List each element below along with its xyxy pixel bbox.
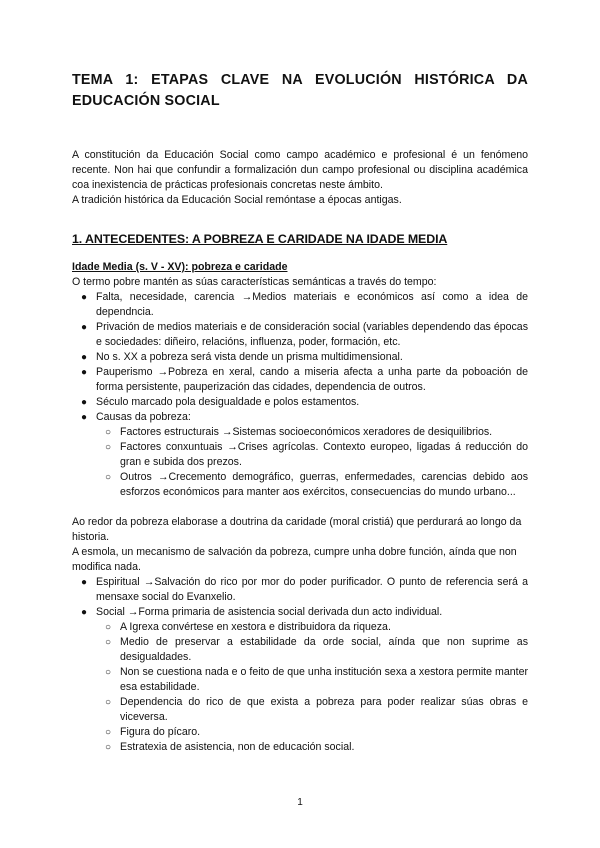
- list-item: ● Causas da pobreza: ○ Factores estructurais →Sistemas socioeconómicos xeradores de desiquilibrios. ○ Factores conxuntuais →Crises agrícolas. Contexto europeo, ligadas á reducción do gran e subida dos prezos. ○ Outros →Crecemento demográfico, guerras, enfermedades, carencias debido aos esforzos económicos para manter aos exércitos, consecuencias do mundo urbano...: [72, 410, 528, 500]
- list-item: ○ Non se cuestiona nada e o feito de que unha institución sexa a xestora permite manter esa estabilidade.: [105, 666, 528, 693]
- list-item: ○ Figura do pícaro.: [105, 726, 201, 738]
- circle-bullet-icon: ○: [105, 742, 112, 753]
- list-item: ○ Dependencia do rico de que exista a pobreza para poder realizar súas obras e viceversa.: [105, 696, 528, 723]
- list-item: ● Pauperismo →Pobreza en xeral, cando a miseria afecta a unha parte da poboación de forma persistente, pauperización das cidades, dependencia de outros.: [81, 366, 528, 393]
- circle-bullet-icon: ○: [105, 727, 112, 738]
- list-item: ○ Factores conxuntuais →Crises agrícolas. Contexto europeo, ligadas á reducción do gran e subida dos prezos.: [105, 441, 528, 468]
- bullet-icon: ●: [81, 352, 88, 363]
- subsection-heading: Idade Media (s. V - XV): pobreza e caridade: [72, 261, 288, 273]
- lead-paragraph: O termo pobre mantén as súas características semánticas a través do tempo:: [72, 276, 437, 288]
- list-item: ● Privación de medios materiais e de consideración social (variables dependendo das épocas e sociedades: diñeiro, relacións, influenza, poder, formación, etc.: [81, 321, 528, 348]
- list-item: ○ Outros →Crecemento demográfico, guerras, enfermedades, carencias debido aos esforzos económicos para manter aos exércitos, consecuencias do mundo urbano...: [105, 471, 528, 498]
- intro-section: [72, 148, 528, 208]
- bullet-icon: ●: [81, 367, 88, 378]
- section-heading: 1. ANTECEDENTES: A POBREZA E CARIDADE NA IDADE MEDIA: [72, 232, 448, 246]
- page-number: 1: [297, 797, 303, 808]
- circle-bullet-icon: ○: [105, 472, 112, 483]
- list-item: ● Século marcado pola desigualdade e polos estamentos.: [81, 396, 360, 408]
- circle-bullet-icon: ○: [105, 697, 112, 708]
- poverty-list: [72, 290, 528, 500]
- circle-bullet-icon: ○: [105, 667, 112, 678]
- document-title: [72, 70, 528, 112]
- bullet-icon: ●: [81, 322, 88, 333]
- list-item: ● Espiritual →Salvación do rico por mor do poder purificador. O punto de referencia será a mensaxe social do Evanxelio.: [81, 576, 528, 603]
- title-line-1: TEMA 1: ETAPAS CLAVE NA EVOLUCIÓN HISTÓRICA DA: [72, 72, 528, 88]
- bullet-icon: ●: [81, 397, 88, 408]
- title-line-2: EDUCACIÓN SOCIAL: [72, 93, 220, 109]
- bullet-icon: ●: [81, 412, 88, 423]
- bullet-icon: ●: [81, 292, 88, 303]
- list-item: ● Falta, necesidade, carencia →Medios materiais e económicos así como a idea de dependncia.: [81, 291, 528, 318]
- causes-list: [96, 425, 528, 500]
- charity-paragraph: Ao redor da pobreza elaborase a doutrina da caridade (moral cristiá) que perdurará ao longo da historia.: [72, 516, 522, 543]
- circle-bullet-icon: ○: [105, 427, 112, 438]
- circle-bullet-icon: ○: [105, 622, 112, 633]
- intro-paragraph: A constitución da Educación Social como campo académico e profesional é un fenómeno recente. Non hai que confundir a formalización dun campo profesional ou disciplina académica coa inexistencia de prácticas profesionais concretas neste ámbito.: [72, 149, 528, 191]
- circle-bullet-icon: ○: [105, 637, 112, 648]
- list-item: ○ Medio de preservar a estabilidade da orde social, aínda que non suprime as desigualdades.: [105, 636, 528, 663]
- intro-paragraph: A tradición histórica da Educación Social remóntase a épocas antigas.: [72, 194, 402, 206]
- bullet-icon: ●: [81, 577, 88, 588]
- circle-bullet-icon: ○: [105, 442, 112, 453]
- list-item: ● No s. XX a pobreza será vista dende un prisma multidimensional.: [81, 351, 403, 363]
- list-item: ● Social →Forma primaria de asistencia social derivada dun acto individual. ○ A Igrexa convértese en xestora e distribuidora da riqueza. ○ Medio de preservar a estabilidade da orde social, aínda que non suprime as desigualdades. ○ Non se cuestiona nada e o feito de que unha institución sexa a xestora permite manter esa estabilidade. ○ Dependencia do rico de que exista a pobreza para poder realizar súas obras e viceversa. ○ Figura do pícaro. ○ Estratexia de asistencia, non de educación social.: [72, 605, 528, 755]
- charity-paragraph: A esmola, un mecanismo de salvación da pobreza, cumpre unha dobre función, aínda que non modifica nada.: [72, 546, 517, 573]
- charity-list: [72, 575, 528, 755]
- social-function-list: [96, 620, 528, 755]
- list-item: ○ A Igrexa convértese en xestora e distribuidora da riqueza.: [105, 621, 391, 633]
- bullet-icon: ●: [81, 607, 88, 618]
- list-item: ○ Estratexia de asistencia, non de educación social.: [105, 741, 355, 753]
- document-page: [72, 70, 528, 755]
- list-item: ○ Factores estructurais →Sistemas socioeconómicos xeradores de desiquilibrios.: [105, 426, 493, 438]
